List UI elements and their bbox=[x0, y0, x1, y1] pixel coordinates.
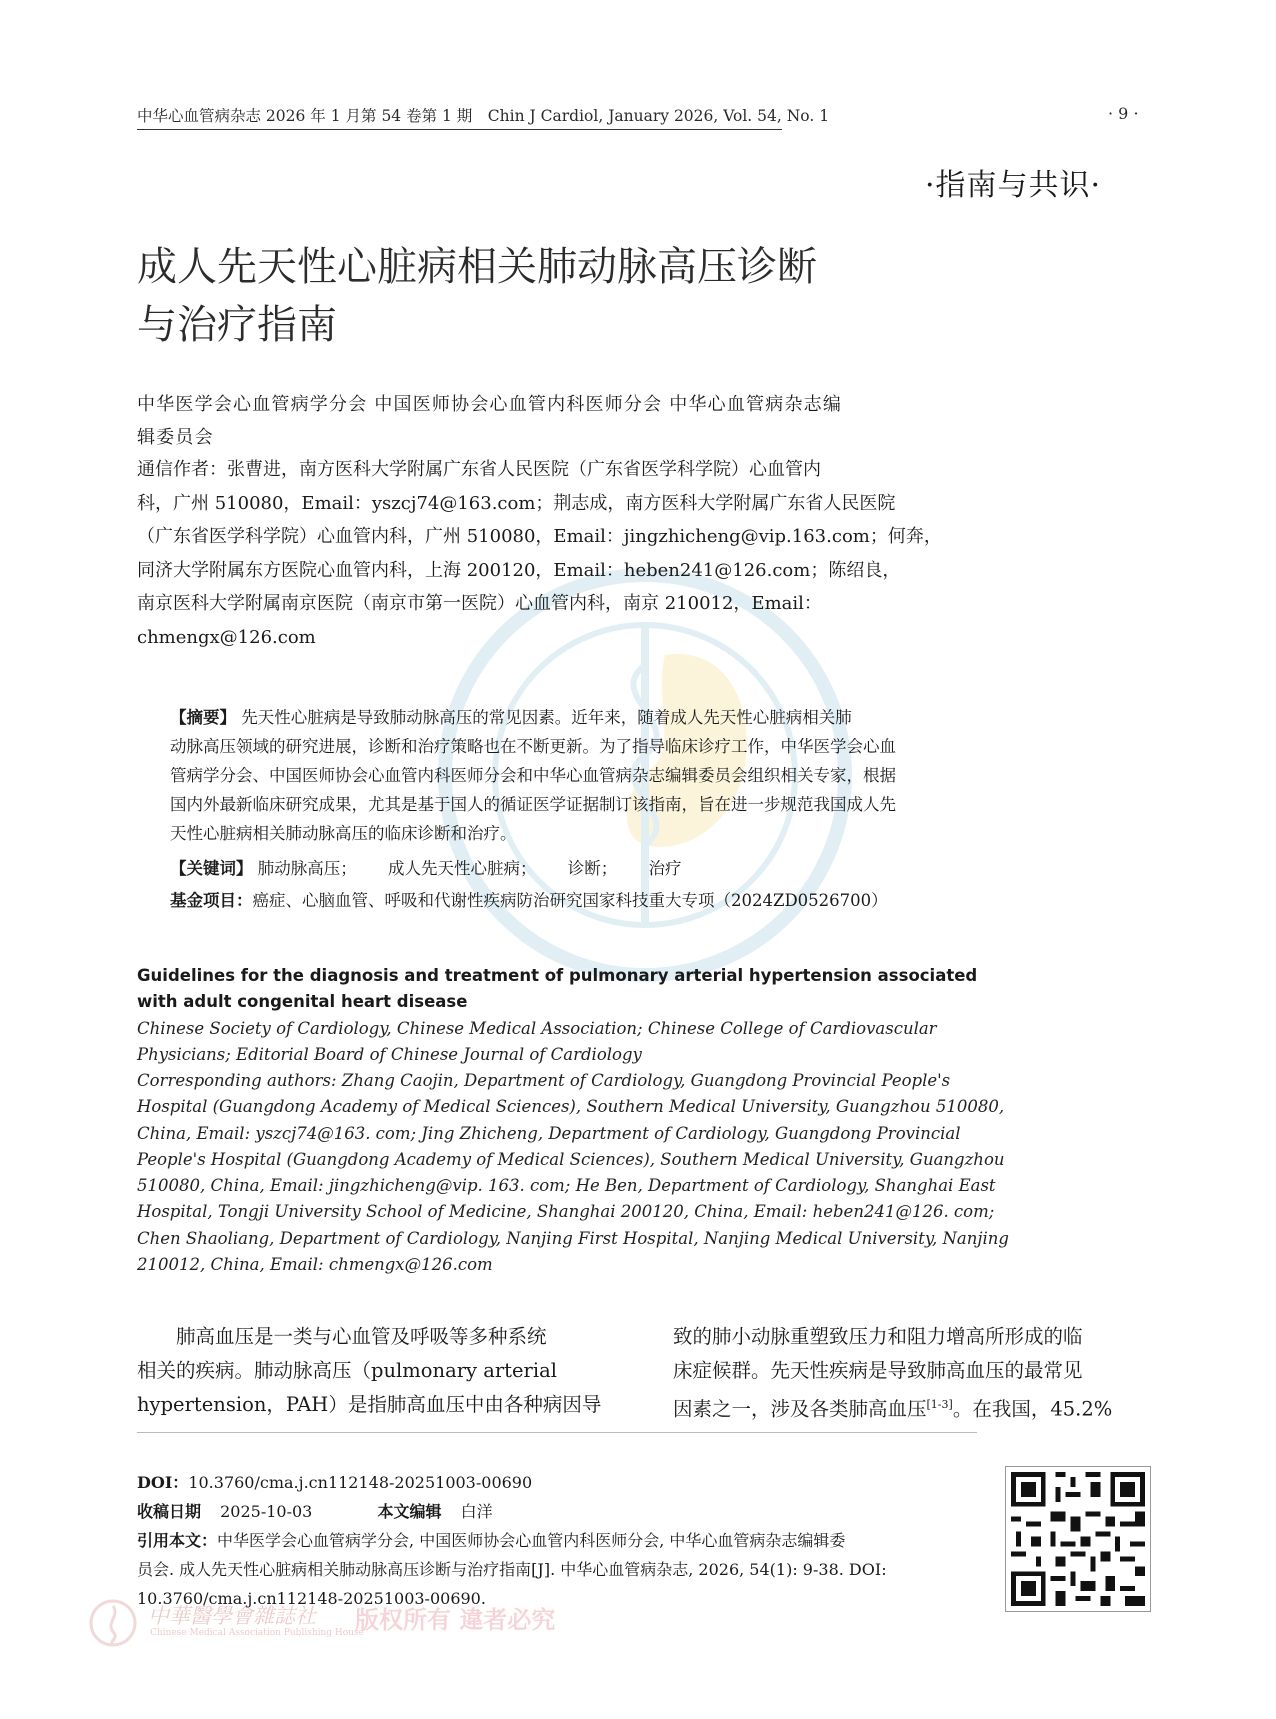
fund-text: 癌症、心脑血管、呼吸和代谢性疾病防治研究国家科技重大专项（2024ZD0526700） bbox=[252, 891, 888, 910]
author-groups bbox=[137, 388, 957, 454]
cite-text: 中华医学会心血管病学分会, 中国医师协会心血管内科医师分会, 中华心血管病杂志编辑委 bbox=[217, 1531, 846, 1550]
correspondence-line: 南京医科大学附属南京医院（南京市第一医院）心血管内科，南京 210012，Email： bbox=[137, 593, 822, 614]
running-head: 中华心血管病杂志 2026 年 1 月第 54 卷第 1 期 Chin J Cardiol, January 2026, Vol. 54, No. 1 bbox=[137, 104, 782, 130]
divider bbox=[137, 1432, 977, 1433]
author-line: 辑委员会 bbox=[137, 427, 214, 448]
body-column-right bbox=[673, 1320, 1148, 1427]
received-value: 2025-10-03 bbox=[220, 1502, 313, 1521]
correspondence-line: （广东省医学科学院）心血管内科，广州 510080，Email：jingzhicheng@vip.163.com；何奔， bbox=[137, 526, 942, 547]
keywords bbox=[170, 855, 708, 879]
publisher-name-en: Chinese Medical Association Publishing House bbox=[150, 1628, 364, 1638]
english-title-line: Guidelines for the diagnosis and treatment of pulmonary arterial hypertension associated bbox=[137, 966, 978, 985]
keyword: 肺动脉高压； bbox=[257, 859, 357, 878]
body-line: 床症候群。先天性疾病是导致肺高血压的最常见 bbox=[673, 1359, 1083, 1382]
body-column-left bbox=[137, 1320, 612, 1422]
doi-label: DOI： bbox=[137, 1473, 189, 1492]
received-label: 收稿日期 bbox=[137, 1502, 202, 1521]
english-corr-line: 510080, China, Email: jingzhicheng@vip. 163. com; He Ben, Department of Cardiology, Shanghai East bbox=[137, 1176, 996, 1196]
english-corr-line: Hospital (Guangdong Academy of Medical Sciences), Southern Medical University, Guangzhou 510080, bbox=[137, 1097, 1005, 1117]
correspondence-line: chmengx@126.com bbox=[137, 626, 316, 648]
page-number: · 9 · bbox=[1108, 104, 1139, 123]
english-author-line: Physicians; Editorial Board of Chinese Journal of Cardiology bbox=[137, 1045, 642, 1065]
cite-row bbox=[137, 1526, 977, 1555]
qr-code-icon[interactable] bbox=[1005, 1466, 1151, 1612]
article-meta bbox=[137, 1468, 977, 1613]
publisher-logo-icon bbox=[88, 1598, 138, 1648]
abstract-line: 管病学分会、中国医师协会心血管内科医师分会和中华心血管病杂志编辑委员会组织相关专家，根据 bbox=[170, 766, 896, 785]
correspondence-line: 科，广州 510080，Email：yszcj74@163.com；荆志成，南方医科大学附属广东省人民医院 bbox=[137, 492, 896, 514]
cite-label: 引用本文： bbox=[137, 1531, 218, 1550]
body-line: 肺高血压是一类与心血管及呼吸等多种系统 bbox=[137, 1325, 547, 1348]
abstract-line: 天性心脏病相关肺动脉高压的临床诊断和治疗。 bbox=[170, 824, 517, 843]
english-correspondence bbox=[137, 1068, 1009, 1278]
english-corr-line: People's Hospital (Guangdong Academy of Medical Sciences), Southern Medical University, Guangzhou bbox=[137, 1149, 1005, 1169]
body-line: hypertension，PAH）是指肺高血压中由各种病因导 bbox=[137, 1393, 602, 1416]
copyright-slogan: 版权所有 違者必究 bbox=[355, 1605, 556, 1634]
abstract-label: 【摘要】 bbox=[170, 708, 236, 727]
english-authors bbox=[137, 1016, 957, 1069]
english-corr-line: China, Email: yszcj74@163. com; Jing Zhicheng, Department of Cardiology, Guangdong Provincial bbox=[137, 1123, 961, 1143]
cite-line: 10.3760/cma.j.cn112148-20251003-00690. bbox=[137, 1589, 486, 1608]
title-line: 成人先天性心脏病相关肺动脉高压诊断 bbox=[137, 244, 817, 290]
body-line: 致的肺小动脉重塑致压力和阻力增高所形成的临 bbox=[673, 1325, 1083, 1348]
title-line: 与治疗指南 bbox=[137, 302, 337, 348]
english-title bbox=[137, 963, 978, 1015]
author-line: 中华医学会心血管病学分会 中国医师协会心血管内科医师分会 中华心血管病杂志编 bbox=[137, 394, 843, 415]
fund bbox=[170, 887, 888, 911]
abstract-line: 国内外最新临床研究成果，尤其是基于国人的循证医学证据制订该指南，旨在进一步规范我国成人先 bbox=[170, 795, 896, 814]
body-text: 。在我国，45.2% bbox=[952, 1397, 1113, 1421]
english-corr-line: Corresponding authors: Zhang Caojin, Department of Cardiology, Guangdong Provincial People's bbox=[137, 1071, 951, 1090]
doi-value[interactable]: 10.3760/cma.j.cn112148-20251003-00690 bbox=[188, 1473, 533, 1492]
english-corr-line: Chen Shaoliang, Department of Cardiology, Nanjing First Hospital, Nanjing Medical University, Nanjing bbox=[137, 1228, 1009, 1248]
abstract-line bbox=[170, 703, 956, 732]
keyword: 诊断； bbox=[567, 859, 618, 878]
body-text: 因素之一，涉及各类肺高血压 bbox=[673, 1397, 927, 1421]
article-title bbox=[137, 238, 917, 354]
english-title-line: with adult congenital heart disease bbox=[137, 992, 468, 1011]
body-line: 相关的疾病。肺动脉高压（pulmonary arterial bbox=[137, 1359, 557, 1382]
correspondence-line: 通信作者：张曹进，南方医科大学附属广东省人民医院（广东省医学科学院）心血管内 bbox=[137, 459, 821, 480]
keywords-label: 【关键词】 bbox=[170, 859, 253, 878]
correspondence-line: 同济大学附属东方医院心血管内科，上海 200120，Email：heben241@126.com；陈绍良， bbox=[137, 559, 901, 581]
english-author-line: Chinese Society of Cardiology, Chinese Medical Association; Chinese College of Cardiovascular bbox=[137, 1019, 937, 1038]
fund-label: 基金项目： bbox=[170, 891, 253, 910]
keyword: 治疗 bbox=[648, 859, 682, 878]
english-corr-line: Hospital, Tongji University School of Medicine, Shanghai 200120, China, Email: heben241@126. com; bbox=[137, 1202, 995, 1222]
editor-value: 白洋 bbox=[460, 1502, 493, 1521]
correspondence-block bbox=[137, 453, 957, 654]
body-line bbox=[673, 1388, 1148, 1427]
editor-label: 本文编辑 bbox=[377, 1502, 442, 1521]
section-tag: ·指南与共识· bbox=[925, 168, 1102, 203]
received-row bbox=[137, 1497, 977, 1526]
doi-row bbox=[137, 1468, 977, 1497]
cite-line: 员会. 成人先天性心脏病相关肺动脉高压诊断与治疗指南[J]. 中华心血管病杂志, 2026, 54(1): 9-38. DOI: bbox=[137, 1560, 887, 1579]
abstract bbox=[170, 703, 956, 848]
english-corr-line: 210012, China, Email: chmengx@126.com bbox=[137, 1255, 493, 1275]
abstract-text: 先天性心脏病是导致肺动脉高压的常见因素。近年来，随着成人先天性心脏病相关肺 bbox=[241, 708, 852, 727]
abstract-line: 动脉高压领域的研究进展，诊断和治疗策略也在不断更新。为了指导临床诊疗工作，中华医学会心血 bbox=[170, 737, 896, 756]
citation-ref[interactable]: [1-3] bbox=[926, 1398, 953, 1411]
publisher-name: 中華醫學會雜誌社 bbox=[148, 1604, 316, 1628]
keyword: 成人先天性心脏病； bbox=[388, 859, 537, 878]
